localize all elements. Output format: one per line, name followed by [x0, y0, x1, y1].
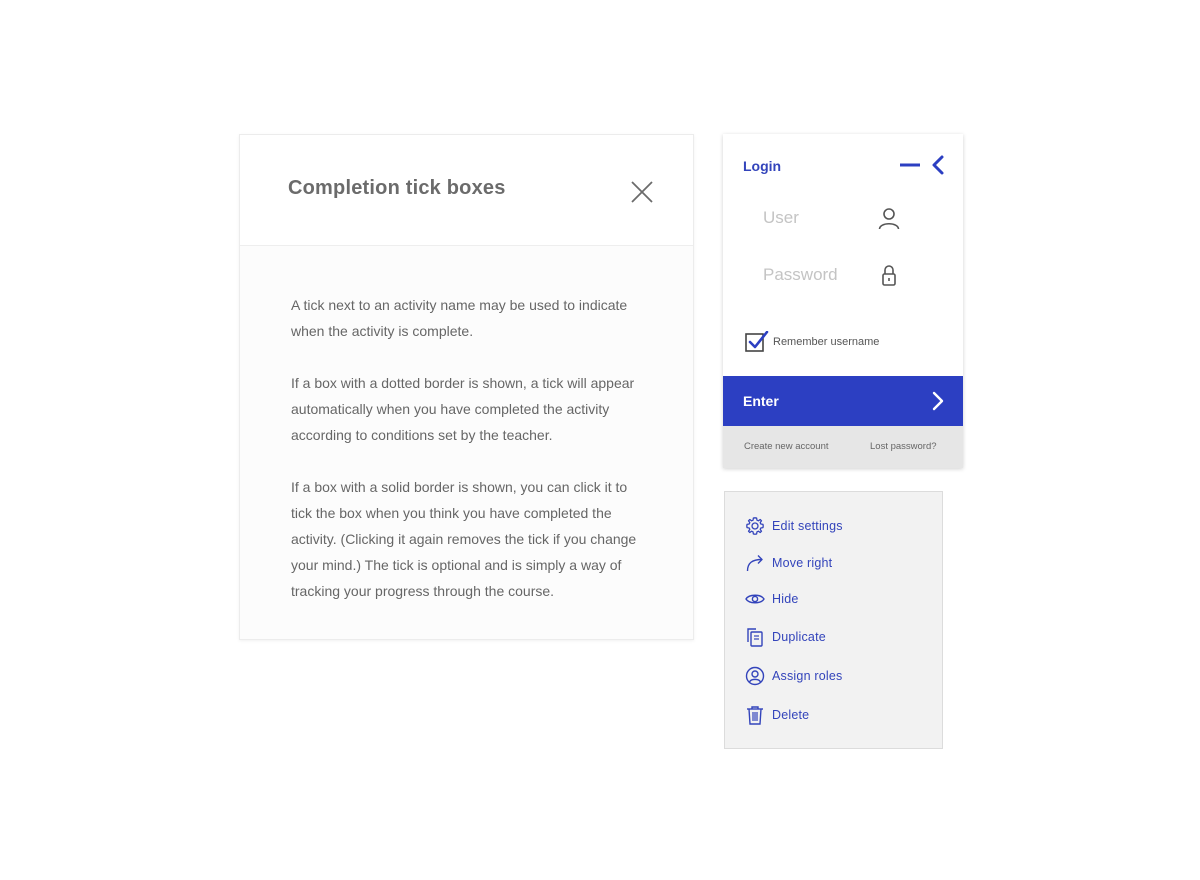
help-paragraph: If a box with a dotted border is shown, a tick will appear automatically when you have completed the activity according to conditions set by the teacher.	[291, 375, 635, 443]
menu-item-duplicate[interactable]	[745, 627, 826, 647]
password-input[interactable]	[763, 257, 883, 293]
enter-button[interactable]	[723, 376, 963, 426]
user-circle-icon	[745, 666, 765, 686]
login-title: Login	[743, 158, 782, 174]
menu-item-label: Hide	[772, 592, 799, 606]
modal-title: Completion tick boxes	[288, 177, 506, 199]
lock-icon	[877, 263, 901, 287]
modal-body	[240, 246, 693, 604]
menu-item-edit-settings[interactable]	[745, 516, 843, 536]
action-menu	[724, 491, 943, 749]
trash-icon	[745, 705, 765, 725]
login-block	[723, 134, 963, 468]
close-icon[interactable]	[628, 178, 656, 206]
menu-item-label: Edit settings	[772, 519, 843, 533]
username-field	[763, 200, 923, 236]
username-input[interactable]	[763, 200, 883, 236]
login-header	[723, 134, 963, 198]
lost-password-link[interactable]: Lost password?	[870, 441, 937, 452]
password-field	[763, 257, 923, 293]
menu-item-move-right[interactable]	[745, 553, 832, 573]
enter-button-label: Enter	[743, 393, 779, 409]
eye-icon	[745, 589, 765, 609]
gear-icon	[745, 516, 765, 536]
create-account-link[interactable]: Create new account	[744, 441, 829, 452]
minimize-icon[interactable]	[899, 154, 921, 176]
menu-item-delete[interactable]	[745, 705, 809, 725]
duplicate-icon	[745, 627, 765, 647]
menu-item-label: Assign roles	[772, 669, 843, 683]
checkbox-checked-icon[interactable]	[745, 331, 769, 353]
help-paragraph: A tick next to an activity name may be used to indicate when the activity is complete.	[291, 297, 628, 339]
chevron-right-icon	[929, 390, 947, 412]
user-icon	[877, 206, 901, 230]
help-paragraph: If a box with a solid border is shown, you can click it to tick the box when you think you have completed the activity. (Clicking it again removes the tick if you change your mind.) The tick is optional and is simply a way of tracking your progress through the course.	[291, 479, 637, 599]
remember-username-label: Remember username	[773, 336, 880, 348]
menu-item-label: Delete	[772, 708, 810, 722]
completion-help-modal	[239, 134, 694, 640]
login-footer	[723, 426, 963, 468]
menu-item-label: Duplicate	[772, 630, 826, 644]
menu-item-assign-roles[interactable]	[745, 666, 843, 686]
modal-header	[240, 135, 693, 246]
chevron-left-icon[interactable]	[930, 154, 946, 176]
arrow-right-icon	[745, 553, 765, 573]
menu-item-label: Move right	[772, 556, 833, 570]
remember-username-checkbox[interactable]	[745, 331, 879, 353]
menu-item-hide[interactable]	[745, 589, 799, 609]
